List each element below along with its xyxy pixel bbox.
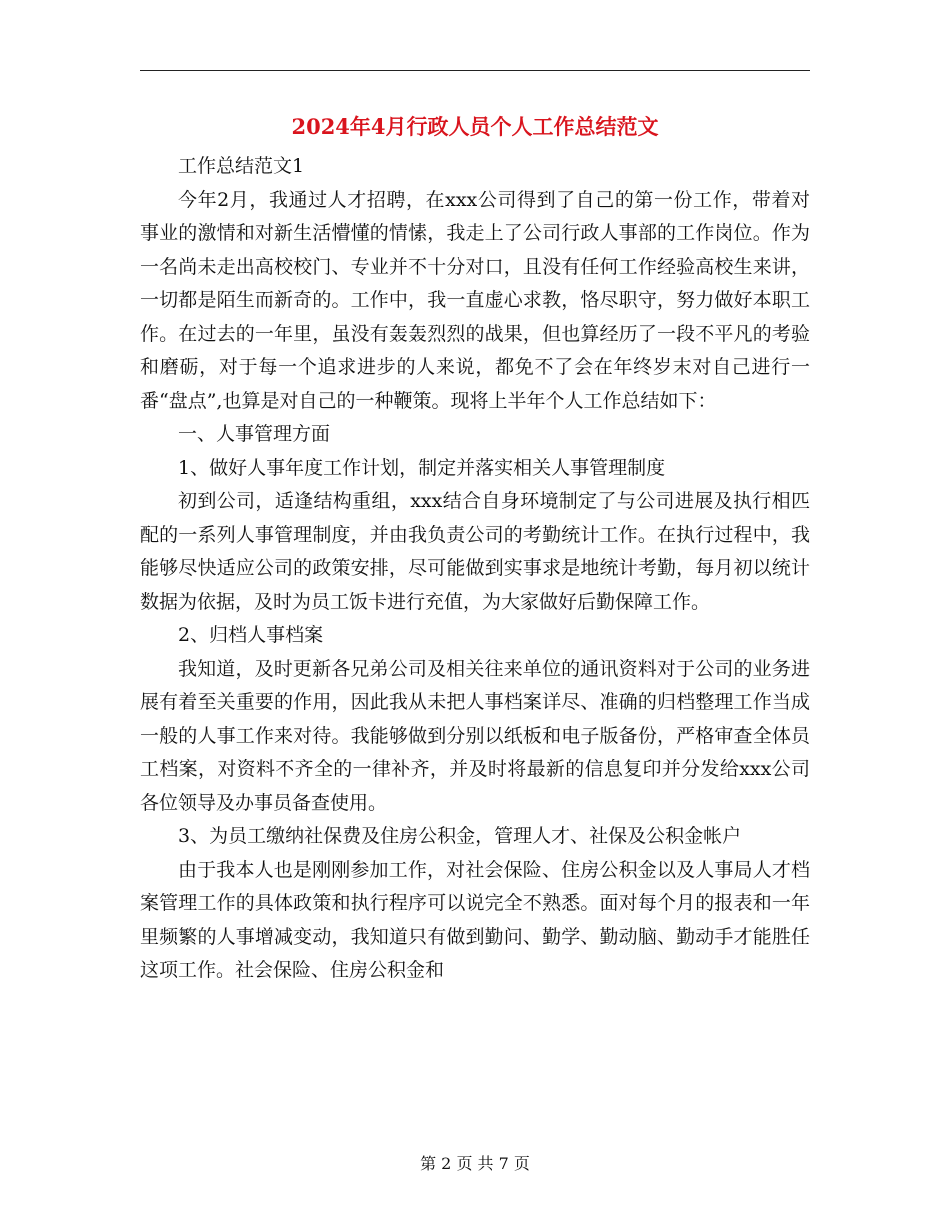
body-paragraph: 今年2月，我通过人才招聘，在xxx公司得到了自己的第一份工作，带着对事业的激情和对新生活懵懂的情愫，我走上了公司行政人事部的工作岗位。作为一名尚未走出高校校门、专业并不十分对口，且没有任何工作经验高校生来讲，一切都是陌生而新奇的。工作中，我一直虚心求教，恪尽职守，努力做好本职工作。在过去的一年里，虽没有轰轰烈烈的战果，但也算经历了一段不平凡的考验和磨砺，对于每一个追求进步的人来说，都免不了会在年终岁末对自己进行一番“盘点”,也算是对自己的一种鞭策。现将上半年个人工作总结如下： xyxy=(140,188,810,412)
body-paragraph: 初到公司，适逢结构重组，xxx结合自身环境制定了与公司进展及执行相匹配的一系列人事管理制度，并由我负责公司的考勤统计工作。在执行过程中，我能够尽快适应公司的政策安排，尽可能做到实事求是地统计考勤，每月初以统计数据为依据，及时为员工饭卡进行充值，为大家做好后勤保障工作。 xyxy=(140,490,810,613)
subsection-heading: 1、做好人事年度工作计划，制定并落实相关人事管理制度 xyxy=(178,456,666,479)
subsection-heading: 3、为员工缴纳社保费及住房公积金，管理人才、社保及公积金帐户 xyxy=(178,825,742,847)
document-body xyxy=(140,150,810,988)
subsection-heading: 2、归档人事档案 xyxy=(178,624,324,646)
section-heading: 一、人事管理方面 xyxy=(178,423,331,445)
body-paragraph: 由于我本人也是刚刚参加工作，对社会保险、住房公积金以及人事局人才档案管理工作的具体政策和执行程序可以说完全不熟悉。面对每个月的报表和一年里频繁的人事增减变动，我知道只有做到勤问、勤学、勤动脑、勤动手才能胜任这项工作。社会保险、住房公积金和 xyxy=(140,858,810,981)
document-title: 2024年4月行政人员个人工作总结范文 xyxy=(291,114,659,139)
body-paragraph: 我知道，及时更新各兄弟公司及相关往来单位的通讯资料对于公司的业务进展有着至关重要的作用，因此我从未把人事档案详尽、准确的归档整理工作当成一般的人事工作来对待。我能够做到分别以纸板和电子版备份，严格审查全体员工档案，对资料不齐全的一律补齐，并及时将最新的信息复印并分发给xxx公司各位领导及办事员备查使用。 xyxy=(140,657,810,814)
section-heading: 工作总结范文1 xyxy=(178,155,305,177)
header-rule xyxy=(140,70,810,71)
page-number: 第 2 页 共 7 页 xyxy=(420,1154,530,1173)
